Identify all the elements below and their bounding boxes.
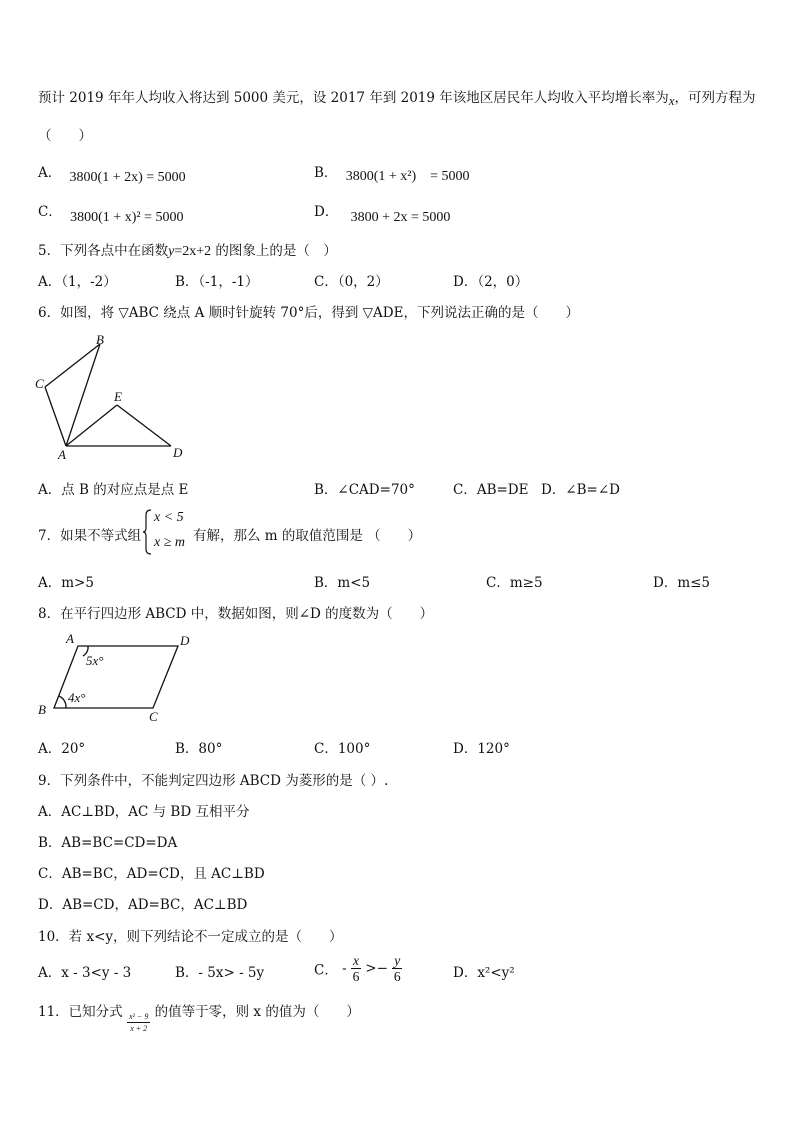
- q6-stem: 6．如图，将 ▽ABC 绕点 A 顺时针旋转 70°后，得到 ▽ADE，下列说法正确的是（ ）: [38, 305, 579, 321]
- q8-option-b: B．80°: [175, 741, 223, 757]
- label-b: B: [38, 702, 46, 717]
- q6-triangle-figure: [30, 330, 200, 465]
- q7-stem-end: 有解，那么 m 的取值范围是 （ ）: [193, 528, 422, 544]
- q10-stem: 10．若 x<y，则下列结论不一定成立的是（ ）: [38, 929, 343, 945]
- q6-option-d: D．∠B=∠D: [541, 482, 621, 498]
- q4-option-d: D． 3800 + 2x = 5000: [314, 204, 451, 225]
- q7-brace-icon: [142, 509, 152, 555]
- q7-option-a: A．m>5: [38, 575, 94, 591]
- label-e: E: [114, 389, 122, 404]
- q10-option-a: A．x - 3<y - 3: [38, 965, 132, 981]
- q6-option-c: C．AB=DE: [453, 482, 529, 498]
- q9-option-c: C．AB=BC，AD=CD，且 AC⊥BD: [38, 866, 265, 882]
- angle-a-label: 5x°: [86, 653, 104, 668]
- q8-option-d: D．120°: [453, 741, 510, 757]
- q8-option-a: A．20°: [38, 741, 86, 757]
- q8-option-c: C．100°: [314, 741, 371, 757]
- q7-inequality-2: x ≥ m: [154, 535, 186, 550]
- q10-fraction-1: $\frac{x}{6}$: [352, 953, 360, 984]
- label-d: D: [173, 445, 183, 460]
- q4-paren: （ ）: [38, 128, 92, 144]
- q11-fraction: $\frac{\text{x² − 9}}{x + 2}$: [128, 1012, 149, 1033]
- q10-option-b: B．- 5x> - 5y: [175, 965, 265, 981]
- q8-parallelogram-figure: [30, 628, 205, 728]
- angle-b-arc: [59, 696, 66, 708]
- q8-stem: 8．在平行四边形 ABCD 中，数据如图，则∠D 的度数为（ ）: [38, 606, 434, 622]
- label-d: D: [180, 633, 190, 648]
- q11-stem: 11．已知分式 $\frac{\text{x² − 9}}{x + 2}$ 的值等于零，则 x 的值为（ ）: [38, 1004, 360, 1033]
- q10-option-d: D．x²<y²: [453, 965, 515, 981]
- q7-option-d: D．m≤5: [653, 575, 711, 591]
- segment-bc: [45, 344, 100, 387]
- q4-option-a: A． 3800(1 + 2x) = 5000: [38, 165, 186, 185]
- q4-option-b: B． 3800(1 + x²) = 5000: [314, 165, 470, 184]
- q5-option-b: B．（-1，-1）: [175, 274, 259, 290]
- q7-number: 7．如果不等式组: [38, 528, 142, 544]
- q5-option-a: A．（1，-2）: [38, 274, 117, 290]
- q9-stem: 9．下列条件中，不能判定四边形 ABCD 为菱形的是（ ）.: [38, 773, 389, 789]
- angle-b-label: 4x°: [68, 690, 86, 705]
- label-b: B: [96, 332, 104, 347]
- label-c: C: [149, 709, 158, 724]
- segment-de: [117, 405, 171, 446]
- segment-ca: [45, 387, 66, 446]
- q6-option-a: A．点 B 的对应点是点 E: [38, 482, 189, 498]
- q5-option-c: C．（0，2）: [314, 274, 389, 290]
- q5-stem: 5．下列各点中在函数y=2x+2 的图象上的是（ ）: [38, 243, 337, 259]
- q10-fraction-2: $\frac{y}{6}$: [393, 953, 401, 984]
- q4-line1: 预计 2019 年年人均收入将达到 5000 美元，设 2017 年到 2019 年该地区居民年人均收入平均增长率为x，可列方程为: [38, 90, 756, 108]
- q7-option-c: C．m≥5: [486, 575, 543, 591]
- segment-ea: [66, 405, 117, 446]
- q4-option-c: C． 3800(1 + x)² = 5000: [38, 204, 184, 225]
- q7-inequality-1: x < 5: [154, 510, 184, 525]
- q9-option-d: D．AB=CD，AD=BC，AC⊥BD: [38, 897, 248, 913]
- q9-option-b: B．AB=BC=CD=DA: [38, 835, 178, 851]
- q9-option-a: A．AC⊥BD，AC 与 BD 互相平分: [38, 804, 250, 820]
- q7-option-b: B．m<5: [314, 575, 371, 591]
- segment-ab: [66, 344, 100, 446]
- label-c: C: [35, 376, 44, 391]
- q10-option-c: C． - $\frac{x}{6}$ >− $\frac{y}{6}$: [314, 953, 401, 984]
- label-a: A: [58, 447, 66, 462]
- q5-option-d: D．（2，0）: [453, 274, 529, 290]
- label-a: A: [66, 631, 74, 646]
- q6-option-b: B．∠CAD=70°: [314, 482, 415, 498]
